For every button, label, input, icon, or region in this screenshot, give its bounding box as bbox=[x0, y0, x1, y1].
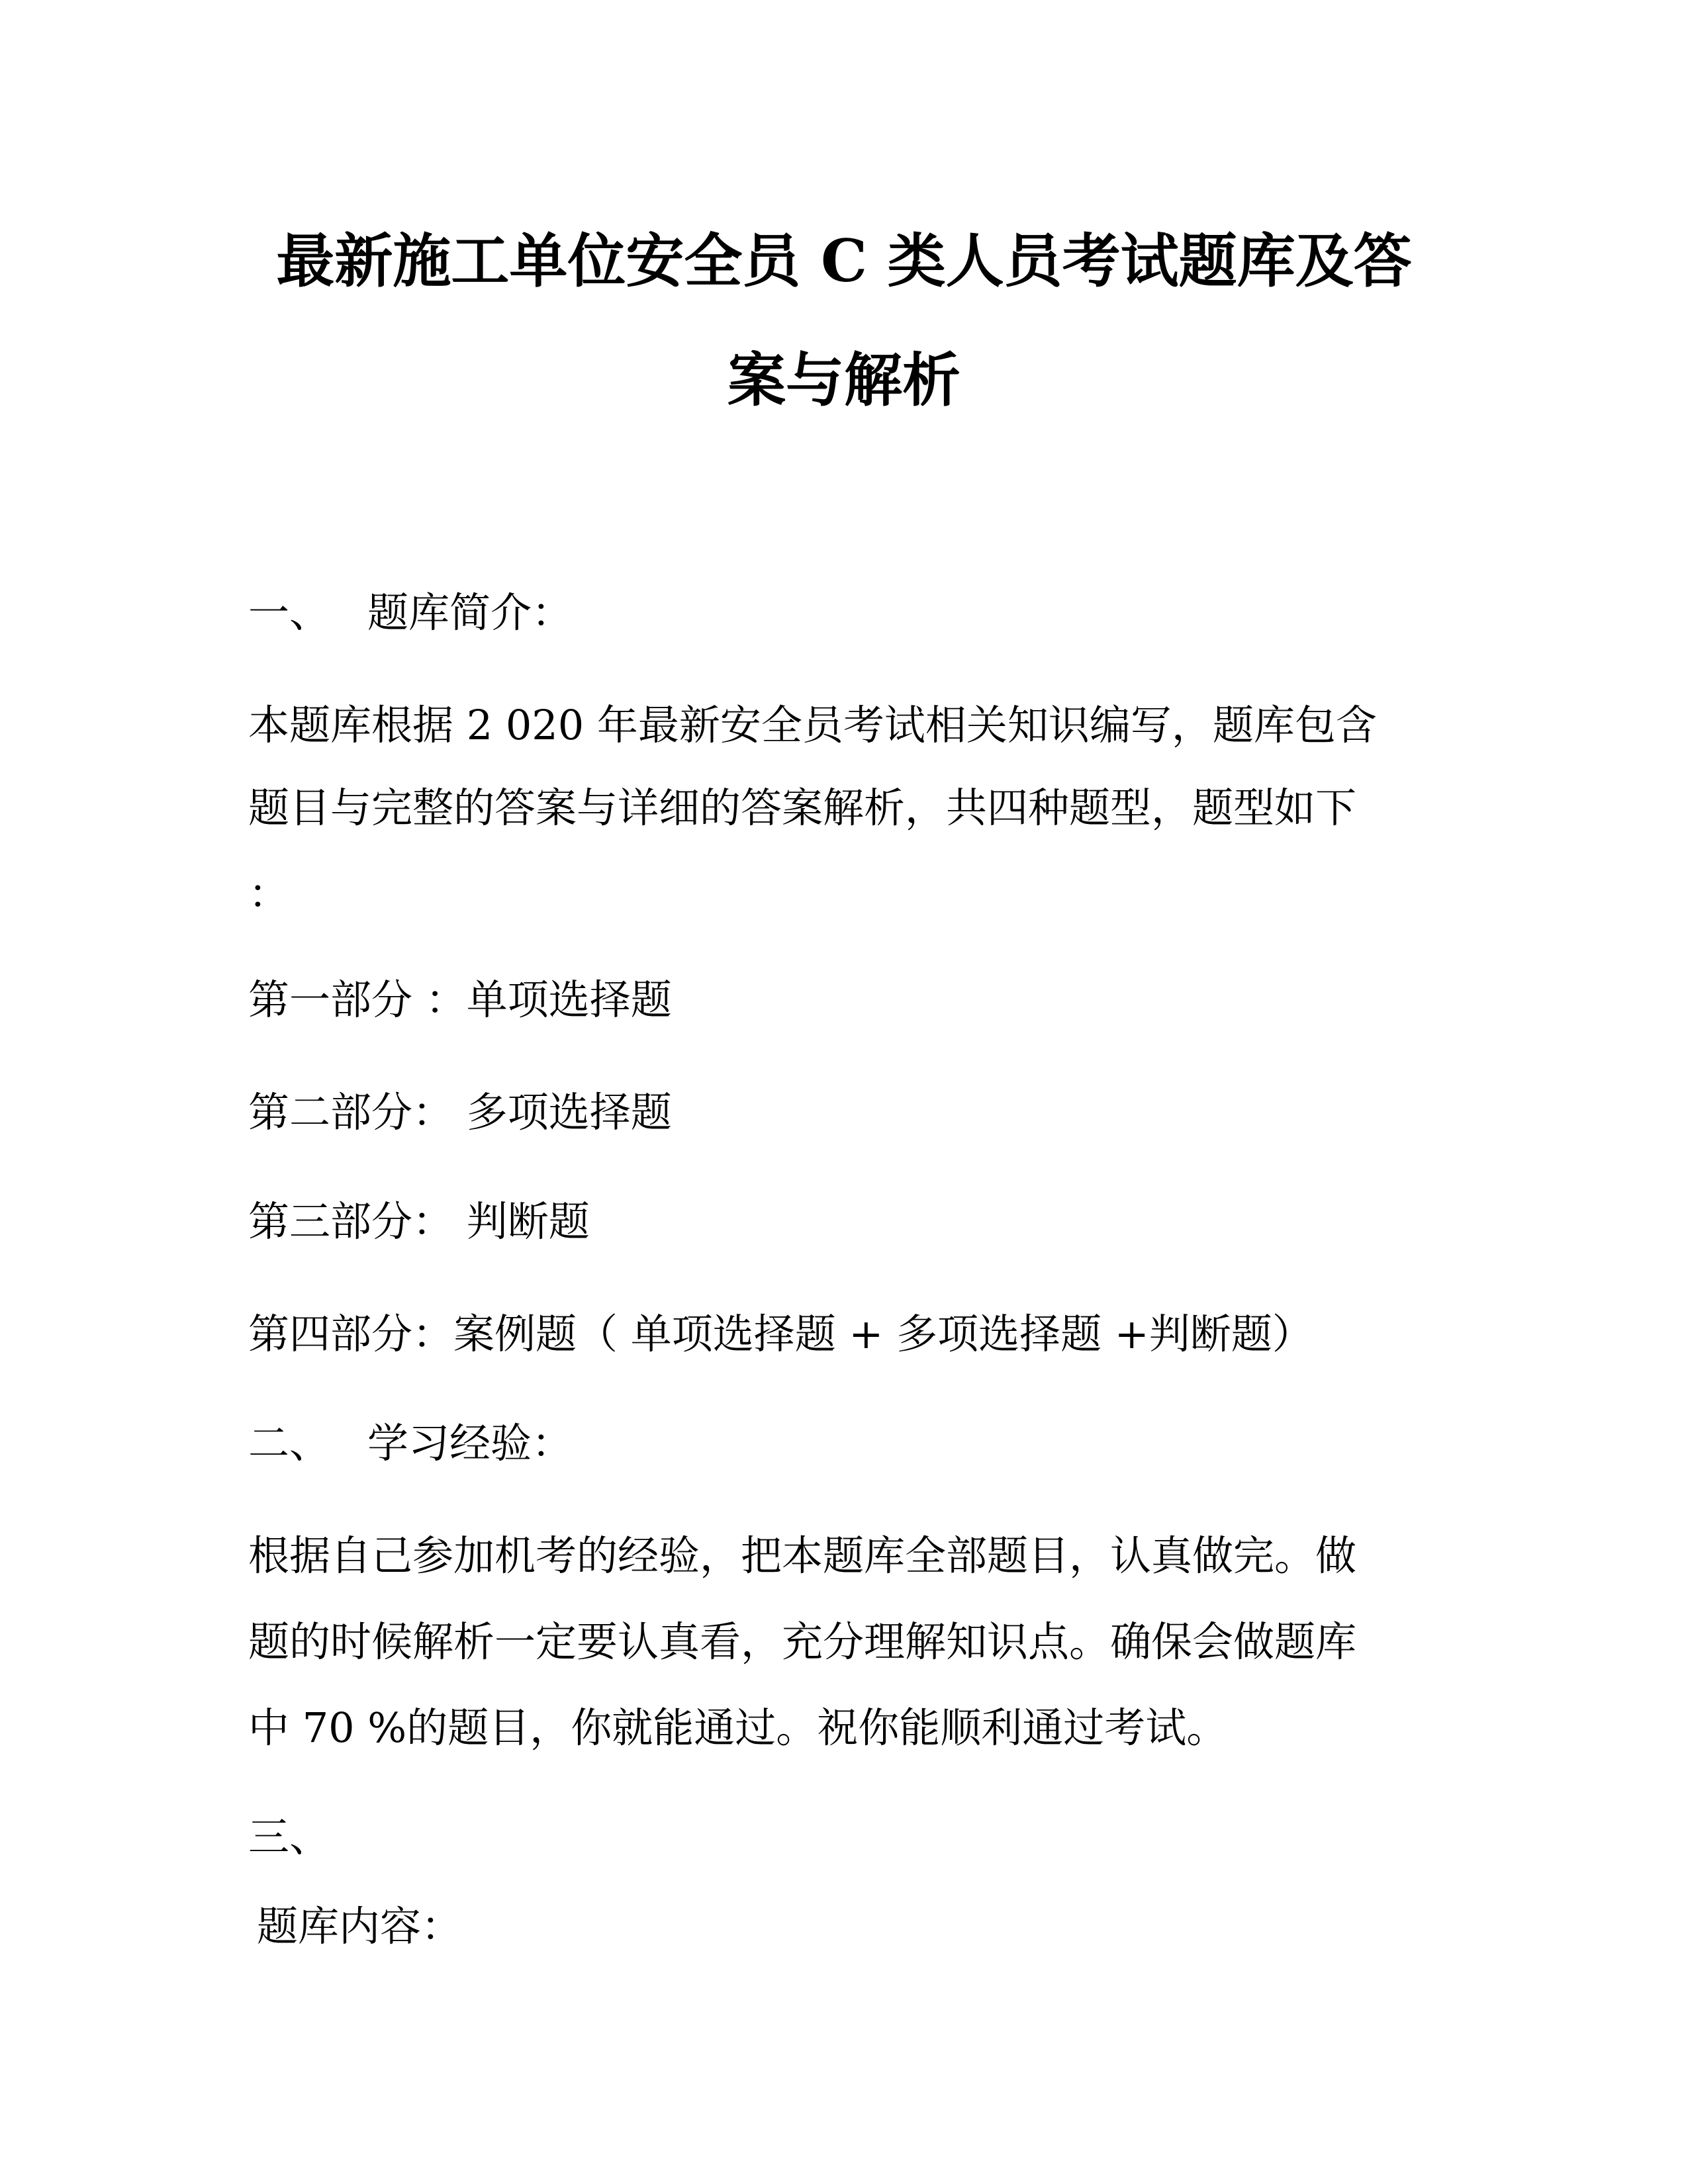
section-1-title: 题库简介： bbox=[367, 588, 573, 637]
section-3-number: 三、 bbox=[248, 1813, 331, 1861]
section-2-heading bbox=[248, 1419, 573, 1467]
section-3-title: 题库内容： bbox=[257, 1902, 463, 1950]
experience-line-2: 题的时候解析一定要认真看，充分理解知识点。确保会做题库 bbox=[248, 1617, 1357, 1666]
intro-line-3: ： bbox=[248, 870, 290, 918]
part-2-item: 第二部分： 多项选择题 bbox=[248, 1088, 672, 1136]
part-3-item: 第三部分： 判断题 bbox=[248, 1197, 590, 1246]
section-1-heading bbox=[248, 588, 573, 637]
section-2-title: 学习经验： bbox=[367, 1419, 573, 1467]
document-title-line-1: 最新施工单位安全员 C 类人员考试题库及答 bbox=[276, 226, 1412, 295]
experience-line-1: 根据自己参加机考的经验，把本题库全部题目，认真做完。做 bbox=[248, 1531, 1357, 1580]
part-1-item: 第一部分 ：单项选择题 bbox=[248, 976, 672, 1024]
experience-line-3: 中 70 %的题目，你就能通过。祝你能顺利通过考试。 bbox=[248, 1704, 1228, 1752]
intro-line-1: 本题库根据 2 020 年最新安全员考试相关知识编写，题库包含 bbox=[248, 701, 1377, 749]
part-4-item: 第四部分：案例题（ 单项选择题 + 多项选择题 +判断题） bbox=[248, 1310, 1313, 1358]
section-1-number: 一、 bbox=[248, 588, 331, 637]
intro-line-2: 题目与完整的答案与详细的答案解析，共四种题型，题型如下 bbox=[248, 784, 1357, 832]
document-title-line-2: 案与解析 bbox=[727, 345, 961, 414]
section-2-number: 二、 bbox=[248, 1419, 331, 1467]
